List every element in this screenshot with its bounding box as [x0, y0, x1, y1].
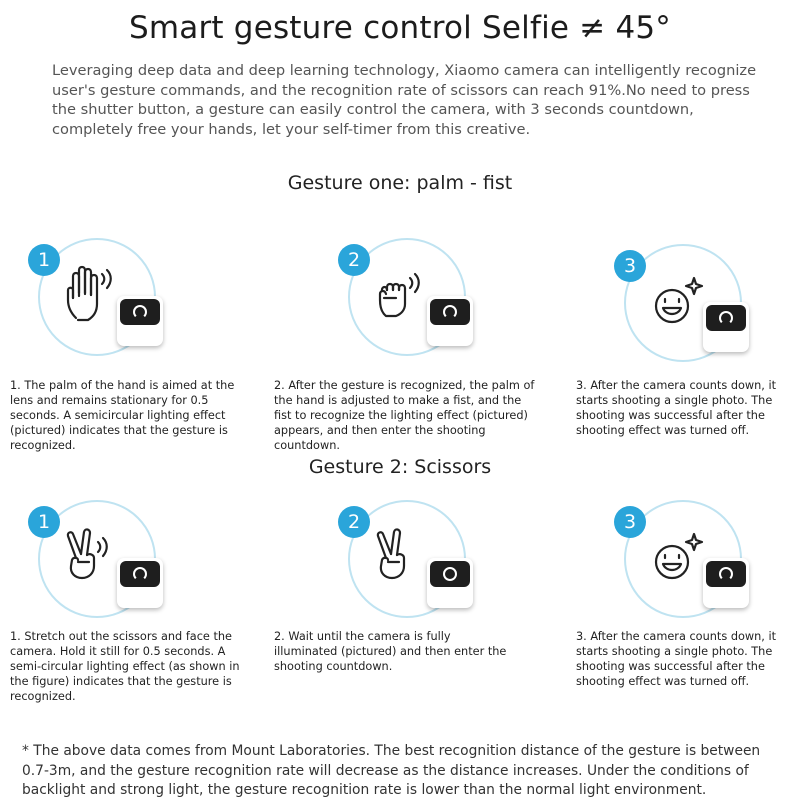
gesture-one-step-1-text: 1. The palm of the hand is aimed at the lens and remains stationary for 0.5 seconds. A semicircular lighting effect (pictured) indicates that the gesture is recognized. [10, 379, 235, 452]
gesture-two-step-3-text: 3. After the camera counts down, it starts shooting a single photo. The shooting was successful after the shooting effect was turned off. [576, 630, 777, 688]
gesture-one-heading: Gesture one: palm - fist [287, 172, 513, 194]
scissors-hand-icon [370, 522, 430, 588]
smiley-sparkle-icon [646, 266, 706, 332]
camera-device-icon [427, 296, 473, 346]
camera-device-icon [427, 558, 473, 608]
gesture-two-step-2-text: 2. Wait until the camera is fully illuminated (pictured) and then enter the shooting countdown. [274, 630, 507, 673]
footnote: * The above data comes from Mount Laboratories. The best recognition distance of the gesture is between 0.7-3m, and the gesture recognition rate will decrease as the distance increases. Under the conditions of backlight and strong light, the gesture recognition rate is lower than the normal light environment. [22, 743, 761, 798]
step-number-badge: 1 [28, 506, 60, 538]
smiley-sparkle-icon [646, 522, 706, 588]
camera-device-icon [117, 296, 163, 346]
camera-device-icon [703, 558, 749, 608]
step-number-badge: 2 [338, 244, 370, 276]
palm-wave-icon [60, 260, 120, 326]
gesture-two-heading: Gesture 2: Scissors [308, 456, 492, 478]
gesture-one-step-2-text: 2. After the gesture is recognized, the palm of the hand is adjusted to make a fist, and the fist to recognize the lighting effect (pictured) appears, and then enter the shooting countdown. [274, 379, 535, 452]
scissors-hand-icon [60, 522, 120, 588]
camera-device-icon [117, 558, 163, 608]
intro-paragraph: Leveraging deep data and deep learning technology, Xiaomo camera can intelligently recognize user's gesture commands, and the recognition rate of scissors can reach 91%.No need to press the shutter button, a gesture can easily control the camera, with 3 seconds countdown, completely free your hands, let your self-timer from this creative. [52, 62, 757, 138]
gesture-one-step-3-text: 3. After the camera counts down, it starts shooting a single photo. The shooting was successful after the shooting effect was turned off. [576, 379, 777, 437]
step-number-badge: 3 [614, 506, 646, 538]
fist-wave-icon [370, 260, 430, 326]
camera-device-icon [703, 302, 749, 352]
step-number-badge: 1 [28, 244, 60, 276]
gesture-two-step-1-text: 1. Stretch out the scissors and face the camera. Hold it still for 0.5 seconds. A semi-circular lighting effect (as shown in the figure) indicates that the gesture is recognized. [10, 630, 240, 703]
page-title: Smart gesture control Selfie ≠ 45° [128, 10, 672, 46]
step-number-badge: 2 [338, 506, 370, 538]
step-number-badge: 3 [614, 250, 646, 282]
